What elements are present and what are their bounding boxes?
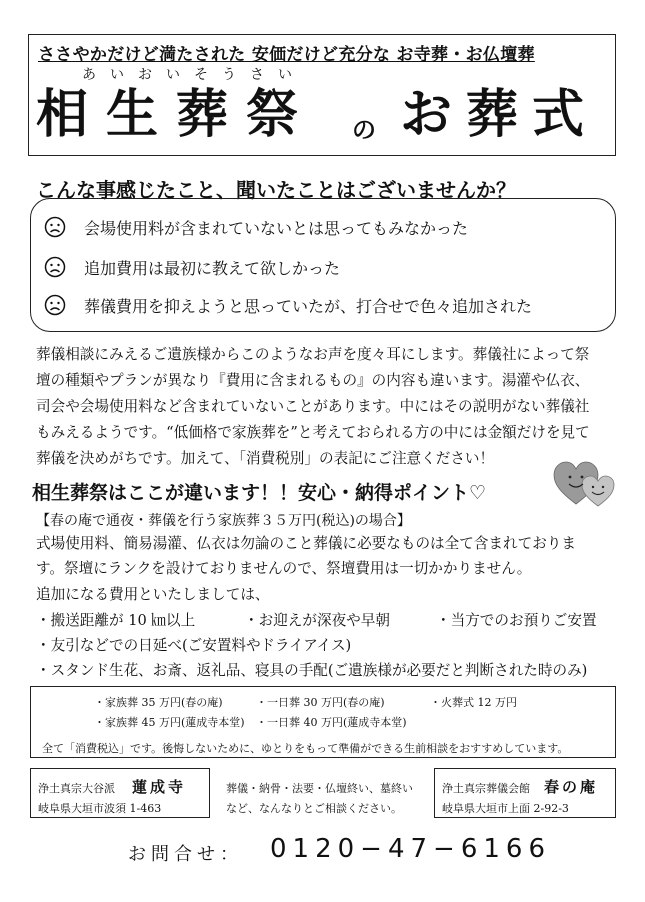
plan-item: ・一日葬 30 万円(春の庵) bbox=[256, 696, 385, 709]
services-line: など、なんなりとご相談ください。 bbox=[226, 802, 402, 815]
sad-face-icon bbox=[44, 256, 66, 278]
sad-face-icon bbox=[44, 294, 66, 316]
paragraph-line: 葬儀相談にみえるご遺族様からこのようなお声を度々耳にします。葬儀社によって祭 bbox=[36, 346, 590, 363]
extra-cost-item: ・お迎えが深夜や早朝 bbox=[244, 612, 390, 629]
plan-item: ・家族葬 35 万円(春の庵) bbox=[94, 696, 223, 709]
difference-line: 式場使用料、簡易湯灌、仏衣は勿論のこと葬儀に必要なものは全て含まれておりま bbox=[36, 535, 576, 552]
plan-item: ・一日葬 40 万円(蓮成寺本堂) bbox=[256, 716, 407, 729]
temple-sect: 浄土真宗大谷派 bbox=[38, 782, 115, 795]
page-title-particle: の bbox=[352, 116, 376, 144]
extra-cost-item: ・スタンド生花、お斎、返礼品、寝具の手配(ご遺族様が必要だと判断された時のみ) bbox=[36, 662, 588, 679]
hall-address: 岐阜県大垣市上面 2-92-3 bbox=[442, 802, 569, 815]
difference-title: 相生葬祭はここが違います！！安心・納得ポイント♡ bbox=[32, 482, 487, 504]
intro-paragraph bbox=[36, 342, 614, 472]
concern-item bbox=[44, 252, 604, 282]
plan-item: ・家族葬 45 万円(蓮成寺本堂) bbox=[94, 716, 245, 729]
sad-face-icon bbox=[44, 216, 66, 238]
concern-item bbox=[44, 212, 604, 242]
extra-cost-item: ・搬送距離が 10 ㎞以上 bbox=[36, 612, 196, 629]
concern-text: 葬儀費用を抑えようと思っていたが、打合せで色々追加された bbox=[84, 296, 533, 316]
hall-name: 春の庵 bbox=[544, 778, 599, 796]
section-question: こんな事感じたこと、聞いたことはございませんか？ bbox=[36, 178, 516, 202]
page-title-main: 相生葬祭 bbox=[36, 85, 317, 145]
paragraph-line: 壇の種類やプランが異なり『費用に含まれるもの』の内容も違います。湯灌や仏衣、 bbox=[36, 372, 590, 389]
difference-line: 追加になる費用といたしましては、 bbox=[36, 586, 270, 603]
title-ruby: あいおいそうさい bbox=[82, 67, 306, 83]
tagline: ささやかだけど満たされた 安価だけど充分な お寺葬・お仏壇葬 bbox=[38, 45, 535, 65]
concern-text: 会場使用料が含まれていないとは思ってもみなかった bbox=[84, 218, 469, 238]
paragraph-line: もみえるようです。“低価格で家族葬を”と考えておられる方の中には金額だけを見て bbox=[36, 424, 590, 441]
concern-text: 追加費用は最初に教えて欲しかった bbox=[84, 258, 341, 278]
concern-item bbox=[44, 290, 604, 320]
smiling-hearts-icon bbox=[552, 460, 618, 510]
hall-org: 浄土真宗葬儀会館 bbox=[442, 782, 530, 795]
plan-subtitle: 【春の庵で通夜・葬儀を行う家族葬３５万円(税込)の場合】 bbox=[36, 513, 411, 529]
services-line: 葬儀・納骨・法要・仏壇終い、墓終い bbox=[226, 782, 413, 795]
difference-line: す。祭壇にランクを設けておりませんので、祭壇費用は一切かかりません。 bbox=[36, 560, 532, 577]
page-title-tail: お葬式 bbox=[400, 85, 599, 145]
temple-address: 岐阜県大垣市波須 1-463 bbox=[38, 802, 162, 815]
tax-note: 全て「消費税込」です。後悔しないために、ゆとりをもって準備ができる生前相談をおすすめしています。 bbox=[42, 742, 569, 755]
temple-name: 蓮成寺 bbox=[132, 778, 187, 796]
paragraph-line: 司会や会場使用料など含まれていないことがあります。中にはその説明がない葬儀社 bbox=[36, 398, 590, 415]
contact-label: お問合せ： bbox=[128, 844, 243, 865]
extra-cost-item: ・当方でのお預りご安置 bbox=[436, 612, 597, 629]
plan-item: ・火葬式 12 万円 bbox=[430, 696, 517, 709]
contact-phone[interactable]: 0120−47−6166 bbox=[270, 834, 551, 864]
extra-cost-item: ・友引などでの日延べ(ご安置料やドライアイス) bbox=[36, 637, 352, 654]
paragraph-line: 葬儀を決めがちです。加えて、「消費税別」の表記にご注意ください！ bbox=[36, 450, 495, 467]
